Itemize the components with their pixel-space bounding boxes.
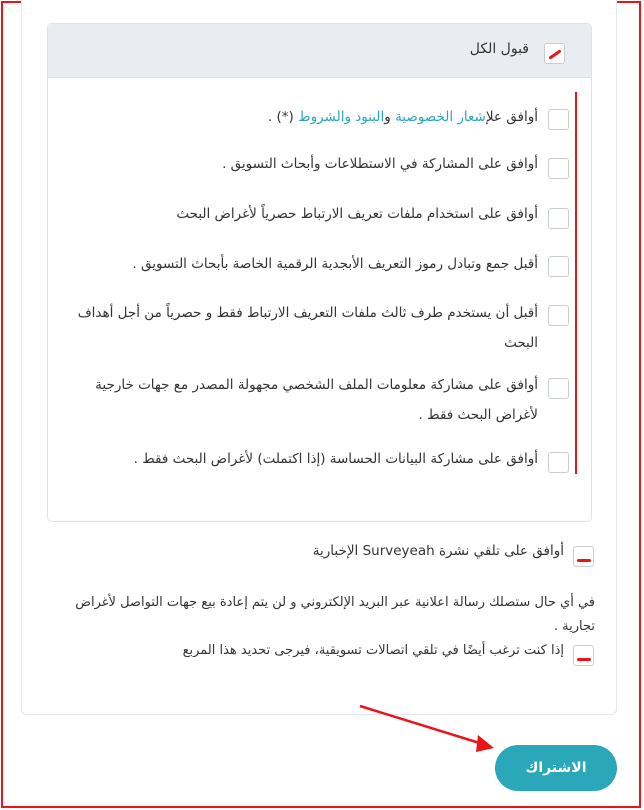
third-party-cookies-label: أقبل أن يستخدم طرف ثالث ملفات التعريف الارتباط فقط و حصرياً من أجل أهداف البحث	[77, 305, 538, 351]
minus-mark-icon	[577, 658, 591, 661]
newsletter-checkbox[interactable]	[573, 546, 594, 567]
alphanumeric-ids-checkbox[interactable]	[548, 256, 569, 277]
subscribe-button[interactable]: الاشتراك	[495, 745, 617, 791]
privacy-terms-checkbox[interactable]	[548, 109, 569, 130]
annotation-vertical-line	[575, 92, 577, 474]
check-mark-icon	[548, 49, 561, 59]
cookies-research-label: أوافق على استخدام ملفات تعريف الارتباط حصرياً لأغراض البحث	[176, 206, 538, 222]
info-text: في أي حال ستصلك رسالة اعلانية عبر البريد الإلكتروني و لن يتم إعادة بيع جهات التواصل لأغراض تجارية .	[75, 595, 595, 634]
surveys-checkbox[interactable]	[548, 158, 569, 179]
marketing-label: إذا كنت ترغب أيضًا في تلقي اتصالات تسويقية، فيرجى تحديد هذا المربع	[182, 643, 564, 658]
newsletter-label: أوافق على تلقي نشرة Surveyeah الإخبارية	[312, 543, 564, 559]
sensitive-data-label: أوافق على مشاركة البيانات الحساسة (إذا اكتملت) لأغراض البحث فقط .	[133, 451, 538, 467]
accept-all-checkbox[interactable]	[544, 43, 565, 64]
accept-all-header	[48, 24, 591, 78]
minus-mark-icon	[577, 559, 591, 562]
marketing-checkbox[interactable]	[573, 645, 594, 666]
anonymous-profile-checkbox[interactable]	[548, 378, 569, 399]
sensitive-data-checkbox[interactable]	[548, 452, 569, 473]
privacy-notice-link[interactable]: إشعار الخصوصية	[395, 109, 486, 125]
privacy-terms-label: أوافق علإشعار الخصوصية والبنود والشروط (*) .	[267, 109, 538, 125]
anonymous-profile-label: أوافق على مشاركة معلومات الملف الشخصي مجهولة المصدر مع جهات خارجية لأغراض البحث فقط .	[95, 377, 538, 423]
consent-box	[47, 23, 592, 522]
surveys-label: أوافق على المشاركة في الاستطلاعات وأبحاث التسويق .	[222, 156, 538, 172]
terms-link[interactable]: البنود والشروط	[298, 109, 385, 125]
alphanumeric-ids-label: أقبل جمع وتبادل رموز التعريف الأبجدية الرقمية الخاصة بأبحاث التسويق .	[132, 256, 538, 272]
accept-all-label: قبول الكل	[469, 41, 529, 57]
cookies-research-checkbox[interactable]	[548, 208, 569, 229]
third-party-cookies-checkbox[interactable]	[548, 305, 569, 326]
